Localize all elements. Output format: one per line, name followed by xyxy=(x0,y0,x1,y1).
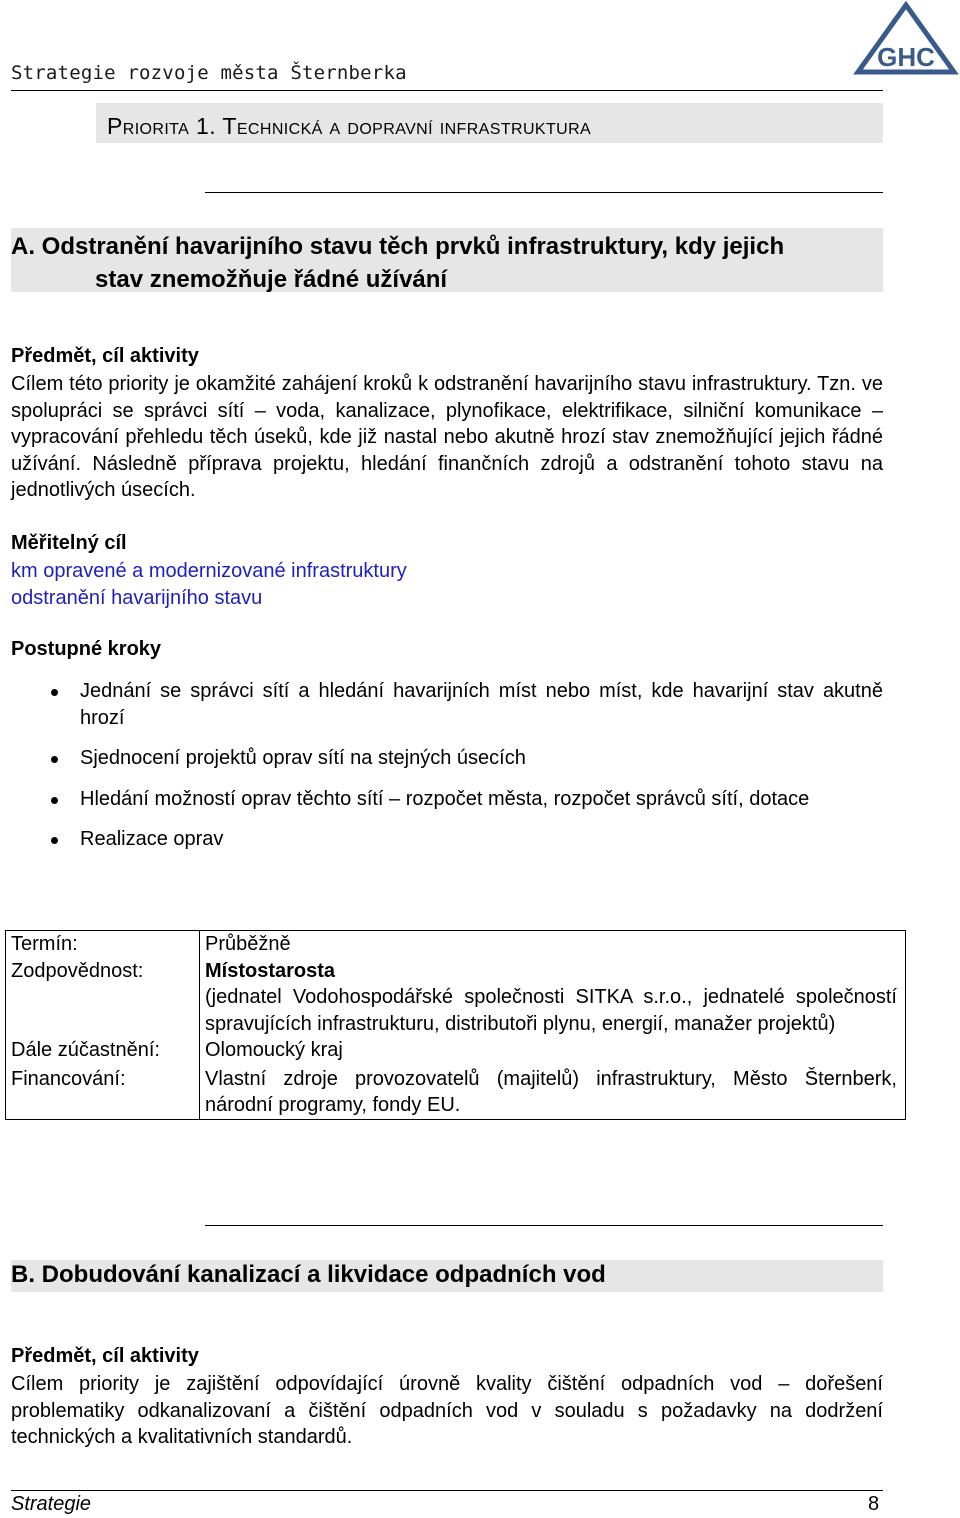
others-label: Dále zúčastnění: xyxy=(6,1037,200,1064)
term-label: Termín: xyxy=(6,931,200,958)
table-row xyxy=(6,931,906,958)
list-item: Sjednocení projektů oprav sítí na stejných úsecích xyxy=(11,745,883,772)
priority-heading: Priorita 1. Technická a dopravní infrastruktura xyxy=(107,113,592,139)
bullet-icon xyxy=(51,837,58,844)
section-a-measurable-heading: Měřitelný cíl xyxy=(11,532,127,554)
responsibility-table xyxy=(5,930,906,1120)
bullet-icon xyxy=(51,689,58,696)
bullet-icon xyxy=(51,756,58,763)
footer-divider xyxy=(11,1490,883,1491)
table-row xyxy=(6,958,906,1038)
list-item: Jednání se správci sítí a hledání havarijních míst nebo míst, kde havarijní stav akutně hrozí xyxy=(11,678,883,731)
term-value: Průběžně xyxy=(205,933,291,955)
section-a-subject-heading: Předmět, cíl aktivity xyxy=(11,345,199,367)
section-b-subject-text: Cílem priority je zajištění odpovídající úrovně kvality čištění odpadních vod – dořešení problematiky odkanalizovaní a čištění odpadních vod v souladu s požadavky na dodržení technických a kvalitativních standardů. xyxy=(11,1373,883,1448)
document-header-title: Strategie rozvoje města Šternberka xyxy=(11,62,407,84)
section-a-title-line1: A. Odstranění havarijního stavu těch prvků infrastruktury, kdy jejich xyxy=(11,233,785,260)
list-item: Realizace oprav xyxy=(11,826,883,853)
section-b-title: B. Dobudování kanalizací a likvidace odpadních vod xyxy=(11,1261,606,1288)
section-a-divider xyxy=(205,192,883,193)
others-value: Olomoucký kraj xyxy=(205,1039,343,1061)
measurable-item: odstranění havarijního stavu xyxy=(11,587,263,609)
section-a-title xyxy=(11,230,891,296)
section-b-subject-heading: Předmět, cíl aktivity xyxy=(11,1345,199,1367)
table-row xyxy=(6,1037,906,1064)
responsibility-main: Místostarosta xyxy=(205,959,336,982)
header-divider xyxy=(11,90,883,91)
responsibility-label: Zodpovědnost: xyxy=(6,958,200,1038)
measurable-item: km opravené a modernizované infrastruktury xyxy=(11,560,407,582)
section-a-subject-text: Cílem této priority je okamžité zahájení kroků k odstranění havarijního stavu infrastruktury. Tzn. ve spolupráci se správci sítí – voda, kanalizace, plynofikace, elektrifikace, silniční komunikace – vypracování přehledu těch úseků, kde již nastal nebo akutně hrozí stav znemožňující jejich řádné užívání. Následně příprava projektu, hledání finančních zdrojů a odstranění tohoto stavu na jednotlivých úsecích. xyxy=(11,373,883,501)
financing-value: Vlastní zdroje provozovatelů (majitelů) infrastruktury, Město Šternberk, národní programy, fondy EU. xyxy=(205,1067,897,1116)
steps-list xyxy=(11,678,883,867)
responsibility-detail: (jednatel Vodohospodářské společnosti SITKA s.r.o., jednatelé společností spravujících infrastrukturu, distributoři plynu, energií, manažer projektů) xyxy=(205,986,897,1035)
section-a-steps-heading: Postupné kroky xyxy=(11,638,162,660)
section-a-title-line2: stav znemožňuje řádné užívání xyxy=(95,266,448,293)
section-b-divider xyxy=(205,1225,883,1226)
logo-text: GHC xyxy=(877,42,935,72)
footer-label: Strategie xyxy=(11,1493,92,1515)
responsibility-value xyxy=(200,958,906,1038)
table-row xyxy=(6,1064,906,1120)
financing-label: Financování: xyxy=(6,1064,200,1120)
page-number: 8 xyxy=(868,1493,880,1515)
list-item: Hledání možností oprav těchto sítí – rozpočet města, rozpočet správců sítí, dotace xyxy=(11,786,883,813)
ghc-logo xyxy=(852,0,960,82)
bullet-icon xyxy=(51,797,58,804)
